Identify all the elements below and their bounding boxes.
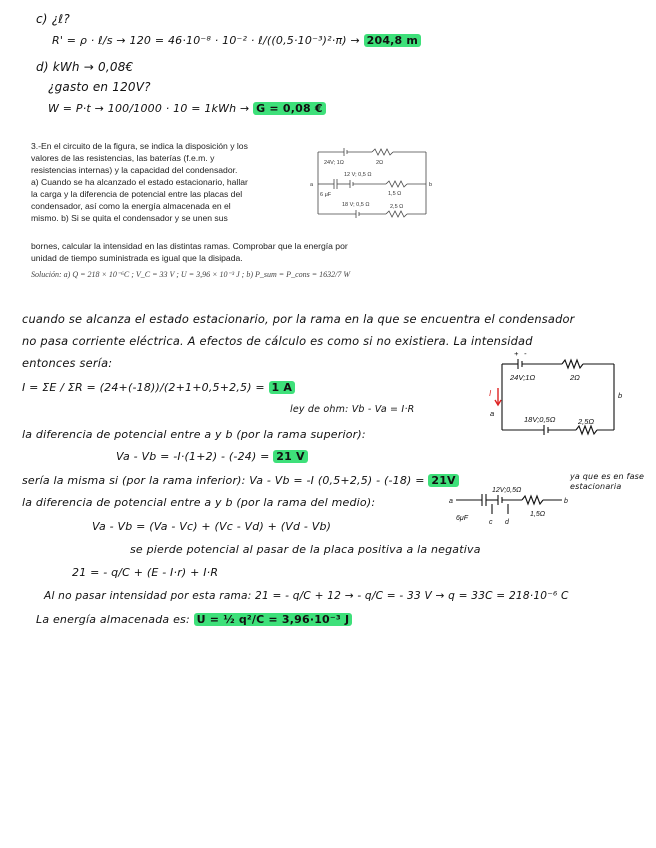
sketch-a-label: a <box>490 409 495 418</box>
energy-line <box>36 613 352 626</box>
problem-line: mismo. b) Si se quita el condensador y se unen sus <box>31 213 228 223</box>
sketch-bot-label: 18V;0,5Ω <box>524 415 556 424</box>
sketch-top-label: 24V;1Ω <box>510 373 536 382</box>
problem-line: 3.-En el circuito de la figura, se indica la disposición y los <box>31 141 248 151</box>
sketch-current-label: I <box>489 389 492 398</box>
dif1-eq-text: Va - Vb = -I·(1+2) - (-24) = <box>116 450 270 463</box>
part-d-question: d) kWh → 0,08€ <box>36 60 134 74</box>
fig-r2-label: 1,5 Ω <box>388 191 402 197</box>
energy-answer: U = ½ q²/C = 3,96·10⁻³ J <box>194 613 353 626</box>
sketch2-c-label: c <box>489 519 493 526</box>
part-c-question: c) ¿ℓ? <box>36 12 70 26</box>
sketch2-d-label: d <box>505 519 509 526</box>
fig-r3-label: 2,5 Ω <box>390 204 404 210</box>
sum-equation: Va - Vb = (Va - Vc) + (Vc - Vd) + (Vd - Vb) <box>92 520 332 533</box>
sketch2-b-label: b <box>564 498 568 505</box>
fig-a-label: a <box>310 182 314 188</box>
problem-line: condensador, así como la energía almacenada en el <box>31 201 231 211</box>
energy-text: La energía almacenada es: <box>36 613 190 626</box>
current-answer: 1 A <box>269 381 296 394</box>
current-equation <box>22 381 295 394</box>
sketch-middle-branch <box>448 484 570 528</box>
part-c-eq-text: R' = ρ · ℓ/s → 120 = 46·10⁻⁸ · 10⁻² · ℓ/((0,5·10⁻³)²·π) → <box>52 34 360 47</box>
sketch-r-label: 2Ω <box>570 373 580 382</box>
part-c-answer: 204,8 m <box>364 34 422 47</box>
notes-line: no pasa corriente eléctrica. A efectos de cálculo es como si no existiera. La intensidad <box>22 334 533 348</box>
sketch-circuit <box>488 352 628 442</box>
inf-answer: 21V <box>428 474 458 487</box>
problem-line: valores de las resistencias, las baterías (f.e.m. y <box>31 153 215 163</box>
problem-line: resistencias internas) y la capacidad del condensador. <box>31 165 238 175</box>
part-c-equation <box>52 34 421 47</box>
problem-solution: Solución: a) Q = 218 × 10⁻⁶C ; V_C = 33 V ; U = 3,96 × 10⁻³ J ; b) P_sum = P_cons = 1632/7 W <box>31 270 351 279</box>
pierde-note: se pierde potencial al pasar de la placa positiva a la negativa <box>130 543 481 556</box>
fig-b1-label: 24V; 1Ω <box>324 160 344 166</box>
notes-line: entonces sería: <box>22 356 113 370</box>
notes-line: la diferencia de potencial entre a y b (por la rama del medio): <box>22 496 376 509</box>
problem-line-long: unidad de tiempo suministrada es igual que la disipada. <box>31 253 243 263</box>
sketch2-cap-label: 6μF <box>456 515 469 522</box>
inf-eq-text: sería la misma si (por la rama inferior): Va - Vb = -I (0,5+2,5) - (-18) = <box>22 474 425 487</box>
problem-line: a) Cuando se ha alcanzado el estado estacionario, hallar <box>31 177 248 187</box>
notes-line: la diferencia de potencial entre a y b (por la rama superior): <box>22 428 366 441</box>
part-d-answer: G = 0,08 € <box>253 102 326 115</box>
part-d-equation <box>48 102 326 115</box>
problem-line-long: bornes, calcular la intensidad en las distintas ramas. Comprobar que la energía por <box>31 241 348 251</box>
fig-b3-label: 18 V; 0,5 Ω <box>342 202 370 208</box>
sketch2-a-label: a <box>449 498 453 505</box>
notes-line-inferior <box>22 474 459 487</box>
circuit-figure <box>306 142 438 224</box>
part-d-sub: ¿gasto en 120V? <box>48 80 151 94</box>
sketch2-res-label: 1,5Ω <box>530 511 546 518</box>
sketch-plus: + <box>514 352 519 358</box>
eq21: 21 = - q/C + (E - I·r) + I·R <box>72 566 219 579</box>
current-eq-text: I = ΣE / ΣR = (24+(-18))/(2+1+0,5+2,5) = <box>22 381 265 394</box>
sketch-b-label: b <box>618 391 623 400</box>
sketch-minus: - <box>524 352 527 358</box>
no-pasar-line: Al no pasar intensidad por esta rama: 21 = - q/C + 12 → - q/C = - 33 V → q = 33C = 218·10⁻⁶ C <box>44 590 569 602</box>
problem-statement <box>31 140 299 224</box>
fig-cap-label: 6 μF <box>320 192 332 198</box>
sketch-r3-label: 2,5Ω <box>578 417 595 426</box>
dif1-equation <box>116 450 308 463</box>
sketch2-bat-label: 12V;0,5Ω <box>492 487 522 494</box>
part-d-eq-text: W = P·t → 100/1000 · 10 = 1kWh → <box>48 102 250 115</box>
ohm-note: ley de ohm: Vb - Va = I·R <box>290 404 415 415</box>
fig-b2-label: 12 V; 0,5 Ω <box>344 172 372 178</box>
dif1-answer: 21 V <box>273 450 307 463</box>
fig-r1-label: 2Ω <box>376 160 384 166</box>
stationary-note: ya que es en fase estacionaria <box>570 472 645 491</box>
fig-b-label: b <box>429 182 433 188</box>
notes-line: cuando se alcanza el estado estacionario, por la rama en la que se encuentra el condensador <box>22 312 575 326</box>
problem-line: la carga y la diferencia de potencial entre las placas del <box>31 189 243 199</box>
